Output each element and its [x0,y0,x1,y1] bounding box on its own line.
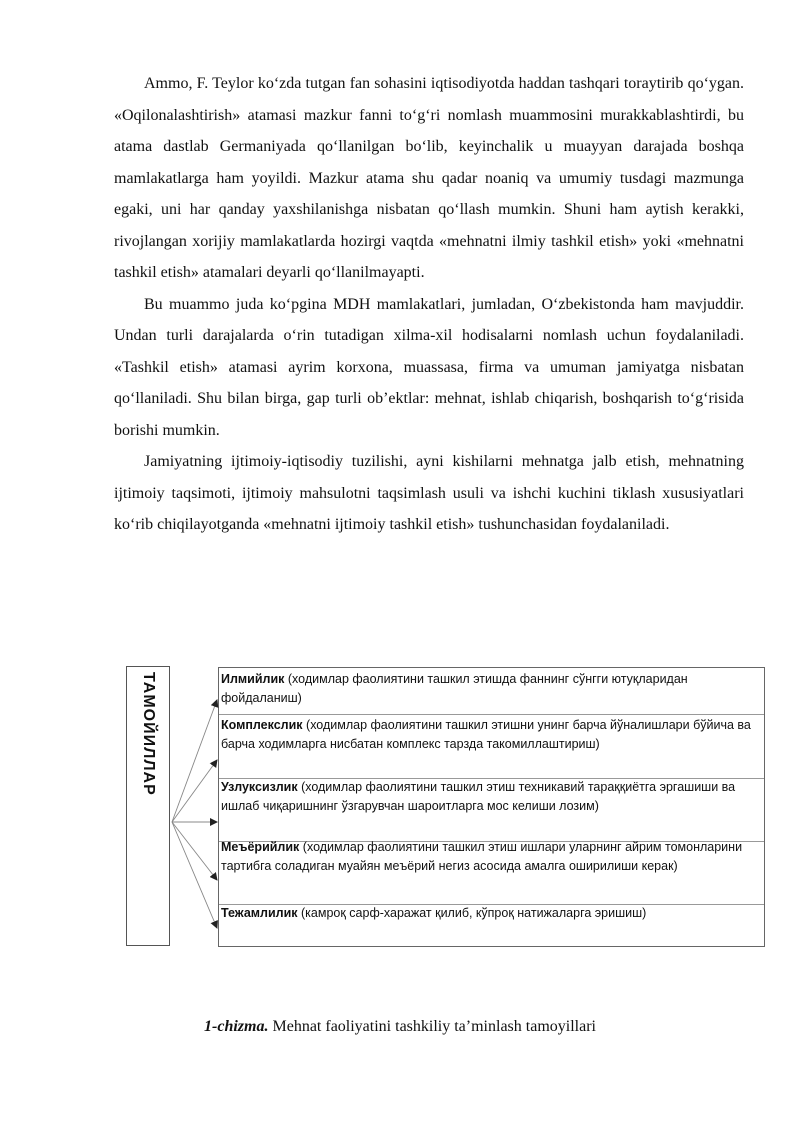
paragraph-3: Jamiyatning ijtimoiy-iqtisodiy tuzilishi, ayni kishilarni mehnatga jalb etish, mehnatning ijtimoiy taqsimoti, ijtimoiy mahsulotni taqsimlash usuli va ishchi kuchini tiklash xususiyatlari ko‘rib chiqilayotganda «mehnatni ijtimoiy tashkil etish» tushunchasidan foydalaniladi. [114,453,744,533]
figure-caption [0,1018,800,1036]
principle-term: Комплекслик [221,718,303,732]
caption-number: 1-chizma. [204,1018,269,1035]
principle-desc: (ходимлар фаолиятини ташкил этишни унинг барча йўналишлари бўйича ва барча ходимларга нисбатан комплекс тарзда такомиллаштириш) [221,718,751,751]
paragraph-2: Bu muammo juda ko‘pgina MDH mamlakatlari, jumladan, O‘zbekistonda ham mavjuddir. Undan turli darajalarda o‘rin tutadigan xilma-xil hodisalarni nomlash uchun foydalaniladi. «Tashkil etish» atamasi ayrim korxona, muassasa, firma va umuman jamiyatga nisbatan qo‘llaniladi. Shu bilan birga, gap turli ob’ektlar: mehnat, ishlab chiqarish, boshqarish to‘g‘risida borishi mumkin. [114,295,744,439]
arrow-line [172,822,217,880]
paragraph-1: Ammo, F. Teylor ko‘zda tutgan fan sohasini iqtisodiyotda haddan tashqari toraytirib qo‘ygan. «Oqilonalashtirish» atamasi mazkur fanni to‘g‘ri nomlash muammosini murakkablashtirdi, bu atama dastlab Germaniyada qo‘llanilgan bo‘lib, keyinchalik u muayyan darajada boshqa mamlakatlarga ham yoyildi. Mazkur atama shu qadar noaniq va umumiy tusdagi mazmunga egaki, uni har qanday yaxshilanishga nisbatan qo‘llash mumkin. Shuni ham aytish kerakki, rivojlangan xorijiy mamlakatlarda hozirgi vaqtda «mehnatni ilmiy tashkil etish» yoki «mehnatni tashkil etish» atamalari deyarli qo‘llanilmayapti. [114,75,744,281]
principle-term: Тежамлилик [221,906,298,920]
principle-term: Меъёрийлик [221,840,300,854]
principle-desc: (ходимлар фаолиятини ташкил этиш ишлари уларнинг айрим томонларини тартибга соладиган муайян меъёрий негиз асосида амалга оширилиши керак) [221,840,743,873]
arrow-line [172,822,217,928]
arrow-line [172,760,217,822]
principle-desc: (ходимлар фаолиятини ташкил этишда фаннинг сўнгги ютуқларидан фойдаланиш) [221,672,688,705]
caption-title: Mehnat faoliyatini tashkiliy ta’minlash tamoyillari [268,1018,596,1035]
principles-label: ТАМОЙИЛЛАР [140,672,157,796]
principle-desc: (ходимлар фаолиятини ташкил этиш техникавий тараққиётга эргашиши ва ишлаб чиқаришнинг ўзгарувчан шароитларга мос келиши лозим) [221,780,736,813]
principle-term: Илмийлик [221,672,285,686]
principle-term: Узлуксизлик [221,780,298,794]
arrow-line [172,700,217,822]
principle-desc: (камроқ сарф-харажат қилиб, кўпроқ натижаларга эришиш) [297,906,647,920]
